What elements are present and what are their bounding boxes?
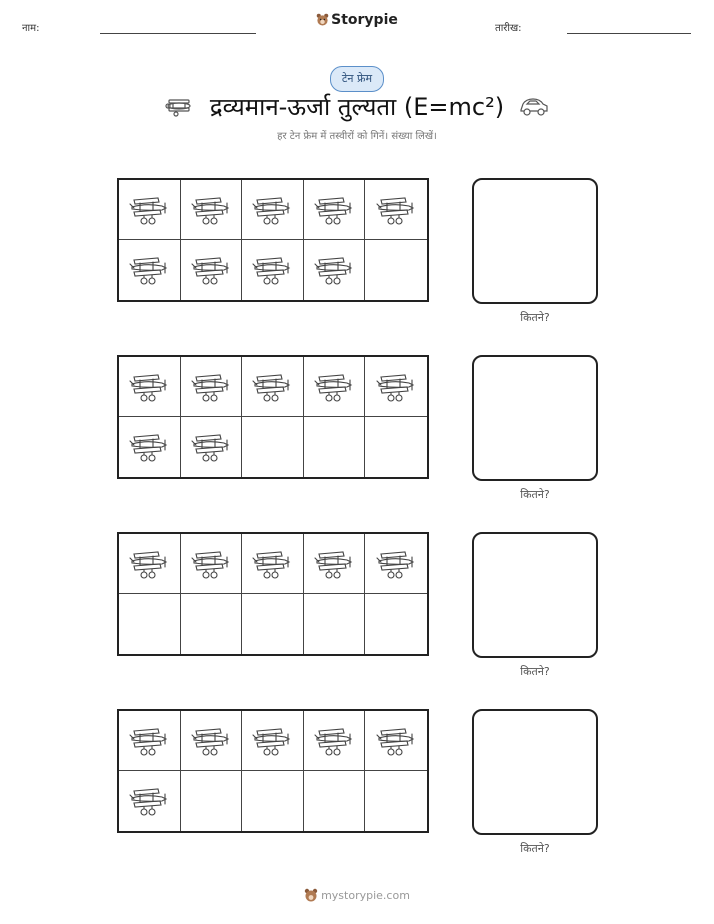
frame-cell-filled (119, 711, 181, 771)
biplane-icon (128, 369, 170, 405)
name-label: नाम: (22, 23, 40, 34)
biplane-icon (251, 192, 293, 228)
biplane-icon (190, 429, 232, 465)
biplane-icon (128, 192, 170, 228)
biplane-icon (251, 252, 293, 288)
biplane-icon (128, 546, 170, 582)
frame-cell-filled (365, 711, 427, 771)
biplane-icon (313, 192, 355, 228)
biplane-icon (128, 252, 170, 288)
frame-cell-empty (304, 417, 366, 477)
frame-cell-empty (365, 594, 427, 654)
brand-logo (0, 12, 714, 28)
biplane-icon (190, 546, 232, 582)
frame-cell-filled (119, 417, 181, 477)
biplane-icon (313, 546, 355, 582)
frame-cell-empty (181, 771, 243, 831)
footer (0, 888, 714, 902)
frame-cell-filled (365, 180, 427, 240)
answer-box[interactable] (472, 709, 598, 835)
bear-icon (316, 13, 329, 26)
name-line[interactable] (100, 33, 256, 34)
frame-cell-filled (304, 711, 366, 771)
biplane-icon (313, 369, 355, 405)
biplane-icon (375, 369, 417, 405)
how-many-label: कितने? (520, 311, 550, 324)
frame-cell-filled (242, 711, 304, 771)
frame-cell-filled (304, 180, 366, 240)
date-line[interactable] (567, 33, 691, 34)
frame-cell-filled (181, 711, 243, 771)
answer-box[interactable] (472, 355, 598, 481)
page-title: द्रव्यमान-ऊर्जा तुल्यता (E=mc²) (209, 93, 505, 121)
biplane-icon (251, 369, 293, 405)
ten-frame (117, 532, 429, 656)
biplane-icon (190, 192, 232, 228)
biplane-icon (375, 723, 417, 759)
frame-cell-filled (181, 240, 243, 300)
biplane-icon (190, 723, 232, 759)
biplane-icon (190, 369, 232, 405)
ten-frame (117, 709, 429, 833)
frame-cell-empty (365, 771, 427, 831)
biplane-icon (375, 192, 417, 228)
frame-cell-empty (365, 240, 427, 300)
frame-cell-empty (242, 417, 304, 477)
biplane-icon (128, 783, 170, 819)
frame-cell-empty (242, 594, 304, 654)
frame-cell-filled (365, 534, 427, 594)
biplane-icon (313, 252, 355, 288)
frame-cell-filled (181, 417, 243, 477)
frame-cell-filled (119, 240, 181, 300)
biplane-icon (313, 723, 355, 759)
biplane-icon (190, 252, 232, 288)
date-label: तारीख: (495, 23, 522, 34)
frame-cell-filled (242, 534, 304, 594)
frame-cell-filled (304, 534, 366, 594)
biplane-icon (251, 546, 293, 582)
frame-cell-filled (304, 357, 366, 417)
ten-frame (117, 178, 429, 302)
how-many-label: कितने? (520, 842, 550, 855)
frame-cell-filled (304, 240, 366, 300)
frame-cell-filled (242, 180, 304, 240)
instructions: हर टेन फ्रेम में तस्वीरों को गिनें। संख्या लिखें। (277, 131, 437, 142)
biplane-icon (128, 723, 170, 759)
answer-box[interactable] (472, 532, 598, 658)
ten-frame (117, 355, 429, 479)
frame-cell-filled (365, 357, 427, 417)
brand-name: Storypie (331, 12, 398, 28)
car-icon (518, 94, 550, 118)
ten-frame-badge: टेन फ्रेम (330, 66, 384, 92)
frame-cell-filled (181, 534, 243, 594)
frame-cell-filled (181, 357, 243, 417)
how-many-label: कितने? (520, 665, 550, 678)
frame-cell-empty (304, 594, 366, 654)
biplane-icon (251, 723, 293, 759)
bear-icon (304, 888, 318, 902)
frame-cell-empty (242, 771, 304, 831)
biplane-icon (375, 546, 417, 582)
answer-box[interactable] (472, 178, 598, 304)
frame-cell-empty (365, 417, 427, 477)
frame-cell-empty (304, 771, 366, 831)
biplane-icon (128, 429, 170, 465)
frame-cell-empty (181, 594, 243, 654)
footer-url: mystorypie.com (321, 889, 410, 902)
frame-cell-filled (119, 180, 181, 240)
frame-cell-filled (119, 534, 181, 594)
frame-cell-filled (242, 240, 304, 300)
frame-cell-filled (119, 771, 181, 831)
frame-cell-filled (242, 357, 304, 417)
frame-cell-filled (181, 180, 243, 240)
frame-cell-empty (119, 594, 181, 654)
how-many-label: कितने? (520, 488, 550, 501)
frame-cell-filled (119, 357, 181, 417)
